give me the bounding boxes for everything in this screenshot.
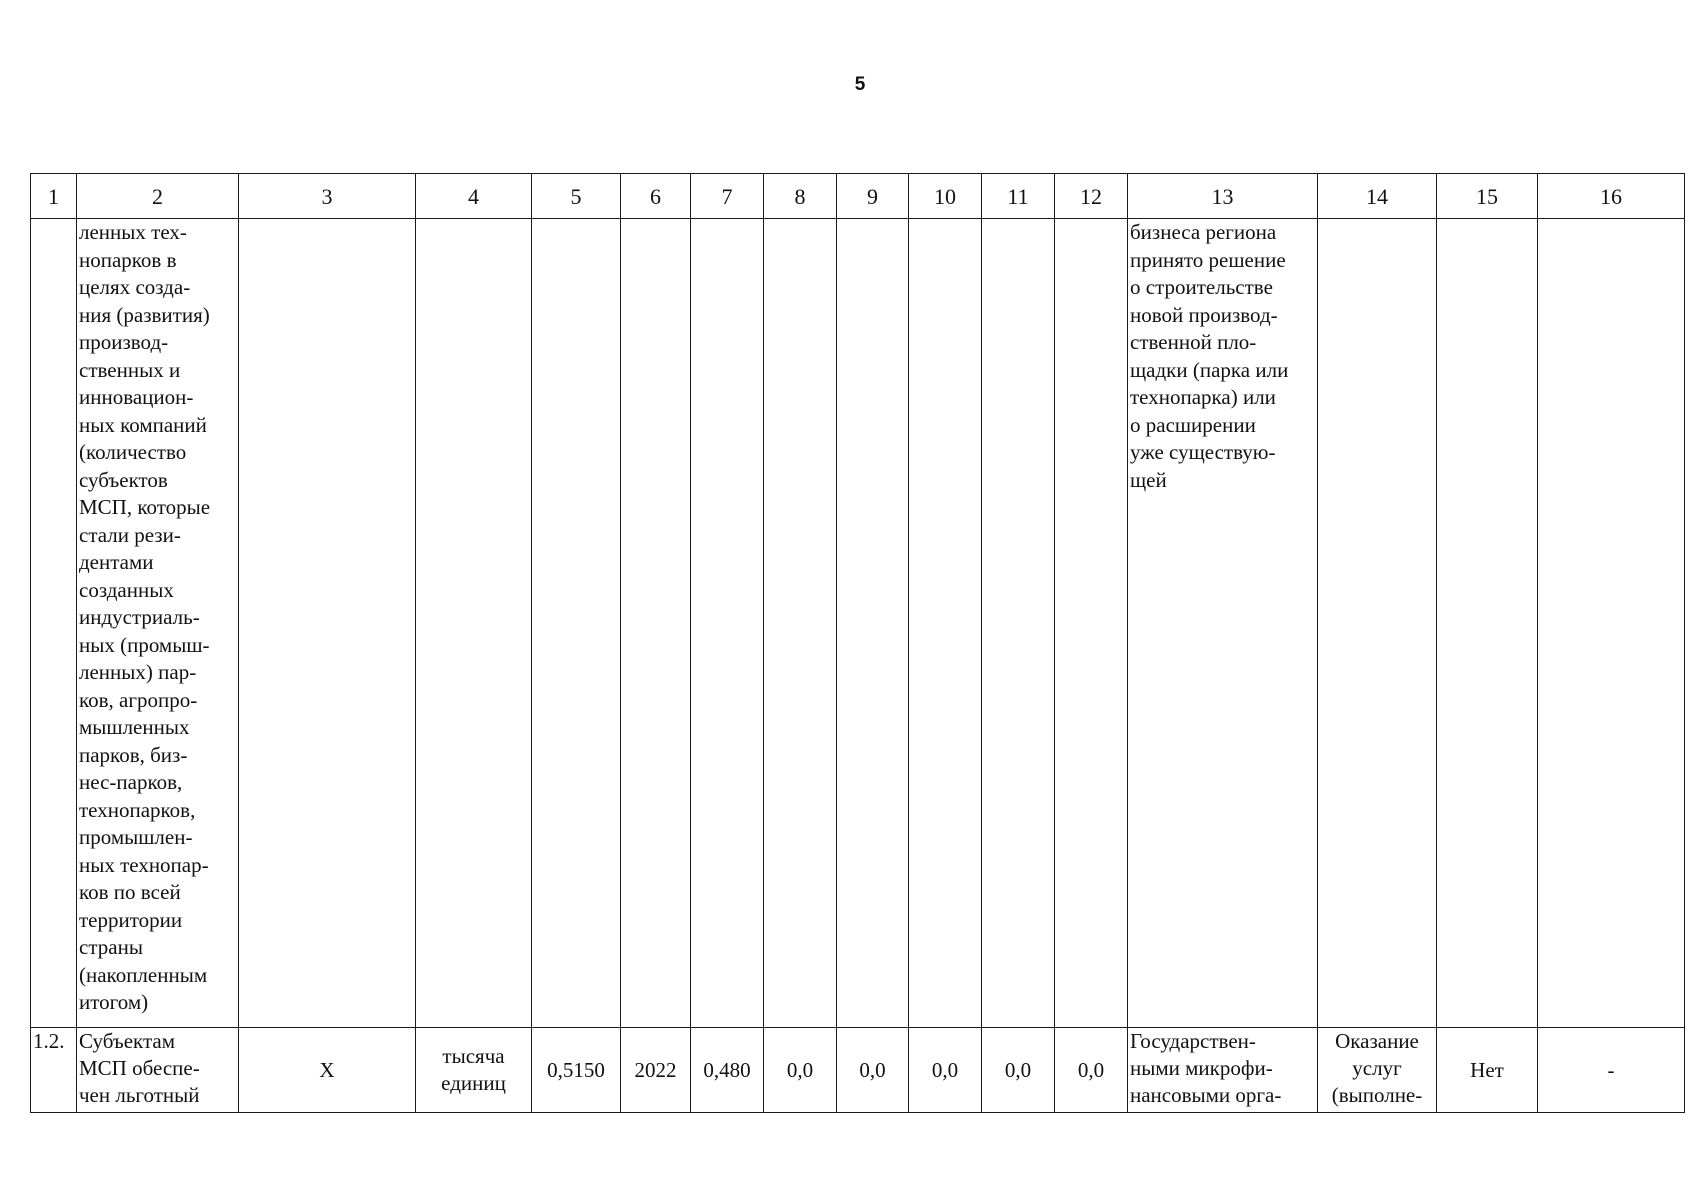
- cell-col8: 0,0: [764, 1028, 837, 1113]
- cell-empty: [532, 219, 621, 1028]
- column-number: 3: [239, 174, 416, 219]
- indicator-name-continued: ленных тех- нопарков в целях созда- ния (развития) производ- ственных и инновацион- ных компаний (количество субъектов МСП, которые стали рези- дентами созданных индустриаль- ных (промыш- ленных) пар- ков, агропро- мышленных парков, биз- нес-парков, технопарков, промышлен- ных технопар- ков по всей территории страны (накопленным итогом): [77, 219, 239, 1028]
- cell-empty: [764, 219, 837, 1028]
- cell-col13: Государствен- ными микрофи- нансовыми орга-: [1128, 1028, 1318, 1113]
- column-number: 13: [1128, 174, 1318, 219]
- table-row-continued: [31, 219, 1685, 1028]
- cell-col14: Оказание услуг (выполне-: [1318, 1028, 1437, 1113]
- cell-empty: [1318, 219, 1437, 1028]
- column-number: 11: [982, 174, 1055, 219]
- column-number: 9: [837, 174, 909, 219]
- cell-col5: 0,5150: [532, 1028, 621, 1113]
- cell-empty: [982, 219, 1055, 1028]
- table-row: [31, 1028, 1685, 1113]
- indicators-table: [30, 173, 1685, 1113]
- cell-empty: [1538, 219, 1685, 1028]
- cell-col10: 0,0: [909, 1028, 982, 1113]
- unit-of-measure: тысяча единиц: [416, 1028, 532, 1113]
- row-number: 1.2.: [31, 1028, 77, 1113]
- column-number: 1: [31, 174, 77, 219]
- column-number: 4: [416, 174, 532, 219]
- cell-col12: 0,0: [1055, 1028, 1128, 1113]
- column-number: 8: [764, 174, 837, 219]
- cell-empty: [1437, 219, 1538, 1028]
- cell-empty: [621, 219, 691, 1028]
- cell-col6: 2022: [621, 1028, 691, 1113]
- column-number: 2: [77, 174, 239, 219]
- column-number: 16: [1538, 174, 1685, 219]
- page-number: 5: [854, 74, 866, 95]
- description-continued: бизнеса региона принято решение о строительстве новой производ- ственной пло- щадки (парка или технопарка) или о расширении уже существую- щей: [1128, 219, 1318, 1028]
- cell-empty: [31, 219, 77, 1028]
- cell-empty: [239, 219, 416, 1028]
- cell-empty: [691, 219, 764, 1028]
- cell-empty: [416, 219, 532, 1028]
- cell-col9: 0,0: [837, 1028, 909, 1113]
- column-number: 14: [1318, 174, 1437, 219]
- cell-col16: -: [1538, 1028, 1685, 1113]
- cell-empty: [837, 219, 909, 1028]
- cell-col3: Х: [239, 1028, 416, 1113]
- indicator-name: Субъектам МСП обеспе- чен льготный: [77, 1028, 239, 1113]
- column-number: 5: [532, 174, 621, 219]
- column-number: 15: [1437, 174, 1538, 219]
- column-number: 10: [909, 174, 982, 219]
- cell-col15: Нет: [1437, 1028, 1538, 1113]
- column-number-row: [31, 174, 1685, 219]
- cell-col11: 0,0: [982, 1028, 1055, 1113]
- cell-empty: [909, 219, 982, 1028]
- column-number: 12: [1055, 174, 1128, 219]
- cell-empty: [1055, 219, 1128, 1028]
- column-number: 6: [621, 174, 691, 219]
- cell-col7: 0,480: [691, 1028, 764, 1113]
- column-number: 7: [691, 174, 764, 219]
